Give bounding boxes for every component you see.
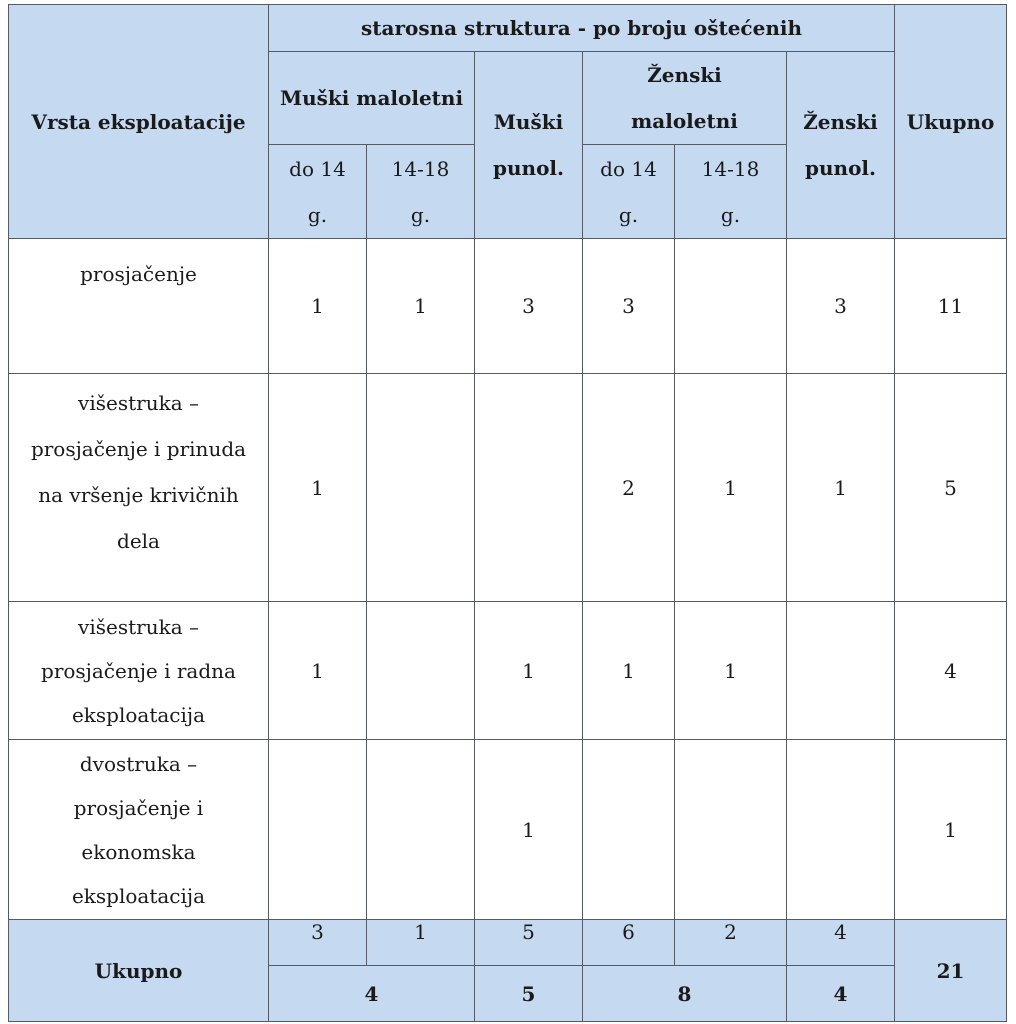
cell-zenski-punoletni <box>787 740 895 920</box>
total-muski-14-18: 1 <box>367 920 475 966</box>
total-zenski-maloletni: 8 <box>583 966 787 1022</box>
header-zenski-maloletni-line2: maloletni <box>631 109 738 133</box>
header-muski-punoletni-line1: Muški <box>493 110 564 134</box>
cell-zenski-punoletni: 1 <box>787 374 895 602</box>
header-zenski-14-18-line1: 14-18 <box>701 156 760 181</box>
cell-muski-14-18 <box>367 374 475 602</box>
cell-zenski-punoletni: 3 <box>787 239 895 374</box>
header-muski-punoletni-line2: punol. <box>493 156 564 180</box>
row-label-line: ekonomska <box>81 839 196 864</box>
cell-zenski-do14: 3 <box>583 239 675 374</box>
cell-zenski-punoletni <box>787 602 895 740</box>
cell-muski-do14: 1 <box>269 374 367 602</box>
header-zenski-maloletni-line1: Ženski <box>647 63 722 87</box>
row-label-line: prosjačenje i <box>73 795 204 820</box>
row-label <box>9 374 269 602</box>
header-muski-14-18-line2: g. <box>410 202 431 227</box>
cell-muski-do14 <box>269 740 367 920</box>
cell-muski-14-18: 1 <box>367 239 475 374</box>
total-muski-punoletni: 5 <box>475 966 583 1022</box>
cell-zenski-do14: 2 <box>583 374 675 602</box>
total-grand: 21 <box>895 920 1007 1022</box>
header-muski-maloletni: Muški maloletni <box>269 52 475 145</box>
header-vrsta-eksploatacije: Vrsta eksploatacije <box>9 5 269 239</box>
cell-muski-punoletni: 1 <box>475 740 583 920</box>
header-muski-14-18-line1: 14-18 <box>391 156 450 181</box>
row-label-line: dela <box>117 529 160 553</box>
total-muski-do14: 3 <box>269 920 367 966</box>
row-label-line: dvostruka – <box>79 751 198 776</box>
totals-label: Ukupno <box>9 920 269 1022</box>
header-ukupno: Ukupno <box>895 5 1007 239</box>
cell-ukupno: 5 <box>895 374 1007 602</box>
row-label-line: višestruka – <box>78 391 199 415</box>
cell-zenski-do14: 1 <box>583 602 675 740</box>
cell-zenski-14-18 <box>675 740 787 920</box>
cell-muski-punoletni <box>475 374 583 602</box>
row-label-line: eksploatacija <box>71 702 206 727</box>
total-zenski-do14: 6 <box>583 920 675 966</box>
cell-muski-do14: 1 <box>269 239 367 374</box>
row-label-line: prosjačenje <box>80 262 197 286</box>
cell-zenski-14-18: 1 <box>675 374 787 602</box>
row-label-line: prosjačenje i radna <box>41 658 236 683</box>
header-muski-14-18 <box>367 145 475 239</box>
header-starosna-struktura: starosna struktura - po broju oštećenih <box>269 5 895 52</box>
cell-ukupno: 11 <box>895 239 1007 374</box>
cell-zenski-14-18: 1 <box>675 602 787 740</box>
cell-muski-14-18 <box>367 740 475 920</box>
total-zenski-punoletni: 4 <box>787 966 895 1022</box>
cell-zenski-do14 <box>583 740 675 920</box>
row-label <box>9 740 269 920</box>
total-muski-punoletni-detail: 5 <box>475 920 583 966</box>
header-zenski-punoletni-line2: punol. <box>805 156 876 180</box>
row-label-line: eksploatacija <box>71 883 206 908</box>
header-muski-do14-line1: do 14 <box>289 156 346 181</box>
cell-zenski-14-18 <box>675 239 787 374</box>
header-muski-do14-line2: g. <box>307 202 328 227</box>
header-zenski-14-18-line2: g. <box>720 202 741 227</box>
header-zenski-maloletni <box>583 52 787 145</box>
row-label-line: prosjačenje i prinuda <box>30 437 247 461</box>
cell-muski-14-18 <box>367 602 475 740</box>
total-zenski-punoletni-detail: 4 <box>787 920 895 966</box>
row-label-line: na vršenje krivičnih <box>38 483 239 507</box>
header-zenski-punoletni-line1: Ženski <box>803 110 878 134</box>
header-zenski-14-18 <box>675 145 787 239</box>
header-muski-punoletni <box>475 52 583 239</box>
cell-ukupno: 1 <box>895 740 1007 920</box>
exploitation-table <box>8 4 1007 1022</box>
header-zenski-do14 <box>583 145 675 239</box>
header-zenski-do14-line2: g. <box>618 202 639 227</box>
cell-muski-do14: 1 <box>269 602 367 740</box>
row-label-line: višestruka – <box>78 614 199 639</box>
header-zenski-do14-line1: do 14 <box>600 156 657 181</box>
row-label <box>9 602 269 740</box>
total-muski-maloletni: 4 <box>269 966 475 1022</box>
total-zenski-14-18: 2 <box>675 920 787 966</box>
header-zenski-punoletni <box>787 52 895 239</box>
row-label <box>9 239 269 374</box>
cell-muski-punoletni: 3 <box>475 239 583 374</box>
cell-muski-punoletni: 1 <box>475 602 583 740</box>
header-muski-do14 <box>269 145 367 239</box>
cell-ukupno: 4 <box>895 602 1007 740</box>
